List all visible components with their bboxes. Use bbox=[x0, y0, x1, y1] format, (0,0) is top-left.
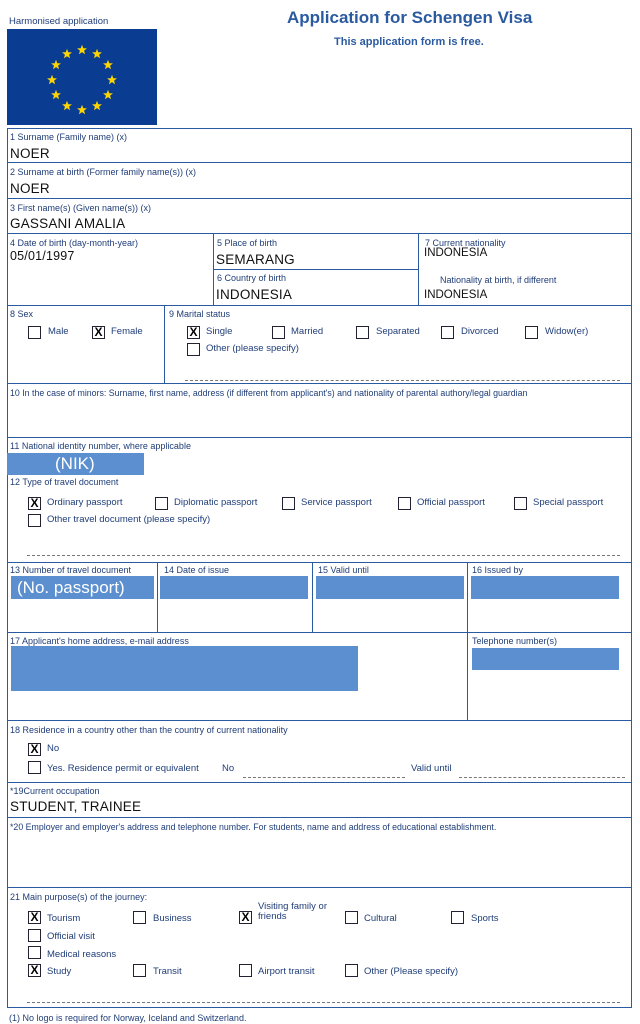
field-8-label: 8 Sex bbox=[10, 309, 34, 319]
doc-diplomatic-checkbox[interactable] bbox=[155, 497, 168, 510]
harmonised-label: Harmonised application bbox=[9, 16, 109, 27]
eu-star bbox=[103, 60, 113, 69]
residence-valid-until-label: Valid until bbox=[411, 763, 452, 774]
eu-star bbox=[92, 49, 102, 58]
marital-other-label: Other (please specify) bbox=[206, 343, 299, 354]
place-of-birth-value[interactable]: SEMARANG bbox=[216, 252, 295, 267]
eu-star bbox=[62, 49, 72, 58]
marital-widow-checkbox[interactable] bbox=[525, 326, 538, 339]
purpose-tourism-checkbox[interactable]: X bbox=[28, 911, 41, 924]
form-title: Application for Schengen Visa bbox=[287, 8, 533, 27]
field-12-label: 12 Type of travel document bbox=[10, 477, 119, 487]
field-14-label: 14 Date of issue bbox=[164, 565, 230, 575]
purpose-other-label: Other (Please specify) bbox=[364, 966, 458, 977]
purpose-cultural-checkbox[interactable] bbox=[345, 911, 358, 924]
field-11-label: 11 National identity number, where applicable bbox=[10, 441, 191, 451]
marital-divorced-label: Divorced bbox=[461, 326, 499, 337]
field-17-label: 17 Applicant's home address, e-mail address bbox=[10, 636, 189, 646]
purpose-airport-transit-label: Airport transit bbox=[258, 966, 315, 977]
surname-at-birth-value[interactable]: NOER bbox=[10, 181, 50, 196]
purpose-study-checkbox[interactable]: X bbox=[28, 964, 41, 977]
eu-star bbox=[47, 75, 57, 84]
marital-other-checkbox[interactable] bbox=[187, 343, 200, 356]
purpose-official-label: Official visit bbox=[47, 931, 95, 942]
passport-number-redaction-text: (No. passport) bbox=[17, 578, 125, 597]
doc-diplomatic-label: Diplomatic passport bbox=[174, 497, 258, 508]
doc-ordinary-checkbox[interactable]: X bbox=[28, 497, 41, 510]
field-10-label: 10 In the case of minors: Surname, first name, address (if different from applicant's) and nationality of parental authory/legal guardian bbox=[10, 388, 528, 398]
purpose-airport-transit-checkbox[interactable] bbox=[239, 964, 252, 977]
field-7-label: 7 Current nationality bbox=[425, 238, 506, 248]
sex-female-label: Female bbox=[111, 326, 143, 337]
residence-permit-no-label: No bbox=[222, 763, 235, 774]
doc-special-checkbox[interactable] bbox=[514, 497, 527, 510]
doc-ordinary-label: Ordinary passport bbox=[47, 497, 123, 508]
field-19-label: *19Current occupation bbox=[10, 786, 100, 796]
nationality-value[interactable]: INDONESIA bbox=[424, 247, 488, 259]
eu-star bbox=[77, 105, 87, 114]
nationality-at-birth-label: Nationality at birth, if different bbox=[440, 275, 557, 285]
field-3-label: 3 First name(s) (Given name(s)) (x) bbox=[10, 203, 152, 213]
eu-star bbox=[103, 90, 113, 99]
marital-separated-checkbox[interactable] bbox=[356, 326, 369, 339]
telephone-label: Telephone number(s) bbox=[472, 636, 558, 646]
purpose-sports-checkbox[interactable] bbox=[451, 911, 464, 924]
doc-special-label: Special passport bbox=[533, 497, 604, 508]
valid-until-redaction bbox=[316, 576, 464, 599]
field-20-label: *20 Employer and employer's address and telephone number. For students, name and address of educational establishment. bbox=[10, 822, 497, 832]
eu-star bbox=[51, 90, 61, 99]
purpose-transit-checkbox[interactable] bbox=[133, 964, 146, 977]
purpose-visiting-checkbox[interactable]: X bbox=[239, 911, 252, 924]
telephone-redaction bbox=[472, 648, 619, 670]
field-16-label: 16 Issued by bbox=[472, 565, 524, 575]
doc-other-checkbox[interactable] bbox=[28, 514, 41, 527]
sex-male-label: Male bbox=[48, 326, 69, 337]
purpose-transit-label: Transit bbox=[153, 966, 182, 977]
marital-divorced-checkbox[interactable] bbox=[441, 326, 454, 339]
marital-separated-label: Separated bbox=[376, 326, 420, 337]
eu-star bbox=[107, 75, 117, 84]
field-9-label: 9 Marital status bbox=[169, 309, 231, 319]
footnote: (1) No logo is required for Norway, Iceland and Switzerland. bbox=[9, 1013, 247, 1023]
purpose-business-label: Business bbox=[153, 913, 192, 924]
purpose-visiting-label: Visiting family or friends bbox=[258, 901, 327, 922]
doc-service-checkbox[interactable] bbox=[282, 497, 295, 510]
residence-yes-label: Yes. Residence permit or equivalent bbox=[47, 763, 199, 774]
field-13-label: 13 Number of travel document bbox=[10, 565, 132, 575]
field-15-label: 15 Valid until bbox=[318, 565, 369, 575]
country-of-birth-value[interactable]: INDONESIA bbox=[216, 287, 293, 302]
form-subtitle: This application form is free. bbox=[334, 36, 484, 48]
issued-by-redaction bbox=[471, 576, 619, 599]
surname-value[interactable]: NOER bbox=[10, 146, 50, 161]
field-21-label: 21 Main purpose(s) of the journey: bbox=[10, 892, 148, 902]
purpose-business-checkbox[interactable] bbox=[133, 911, 146, 924]
purpose-medical-checkbox[interactable] bbox=[28, 946, 41, 959]
field-1-label: 1 Surname (Family name) (x) bbox=[10, 132, 128, 142]
marital-widow-label: Widow(er) bbox=[545, 326, 589, 337]
occupation-value[interactable]: STUDENT, TRAINEE bbox=[10, 799, 142, 814]
nationality-at-birth-value[interactable]: INDONESIA bbox=[424, 289, 488, 301]
marital-married-label: Married bbox=[291, 326, 324, 337]
marital-single-label: Single bbox=[206, 326, 233, 337]
purpose-sports-label: Sports bbox=[471, 913, 499, 924]
residence-no-label: No bbox=[47, 743, 60, 754]
doc-other-label: Other travel document (please specify) bbox=[47, 514, 211, 525]
purpose-cultural-label: Cultural bbox=[364, 913, 397, 924]
field-2-label: 2 Surname at birth (Former family name(s)) (x) bbox=[10, 167, 197, 177]
doc-official-checkbox[interactable] bbox=[398, 497, 411, 510]
sex-female-checkbox[interactable]: X bbox=[92, 326, 105, 339]
purpose-tourism-label: Tourism bbox=[47, 913, 81, 924]
eu-star bbox=[77, 45, 87, 54]
field-4-label: 4 Date of birth (day-month-year) bbox=[10, 238, 139, 248]
eu-star bbox=[51, 60, 61, 69]
field-18-label: 18 Residence in a country other than the country of current nationality bbox=[10, 725, 288, 735]
eu-star bbox=[62, 101, 72, 110]
eu-flag bbox=[7, 29, 157, 125]
purpose-study-label: Study bbox=[47, 966, 72, 977]
residence-yes-checkbox[interactable] bbox=[28, 761, 41, 774]
residence-no-checkbox[interactable]: X bbox=[28, 743, 41, 756]
nik-redaction-text: (NIK) bbox=[55, 454, 95, 473]
address-redaction bbox=[11, 646, 358, 691]
marital-married-checkbox[interactable] bbox=[272, 326, 285, 339]
sex-male-checkbox[interactable] bbox=[28, 326, 41, 339]
eu-star bbox=[92, 101, 102, 110]
purpose-other-checkbox[interactable] bbox=[345, 964, 358, 977]
date-of-birth-value[interactable]: 05/01/1997 bbox=[10, 249, 75, 263]
first-name-value[interactable]: GASSANI AMALIA bbox=[10, 216, 126, 231]
purpose-official-checkbox[interactable] bbox=[28, 929, 41, 942]
purpose-medical-label: Medical reasons bbox=[47, 949, 117, 960]
date-of-issue-redaction bbox=[160, 576, 308, 599]
doc-service-label: Service passport bbox=[301, 497, 372, 508]
field-6-label: 6 Country of birth bbox=[217, 273, 287, 283]
doc-official-label: Official passport bbox=[417, 497, 485, 508]
eu-stars-icon bbox=[7, 29, 157, 125]
marital-single-checkbox[interactable]: X bbox=[187, 326, 200, 339]
field-5-label: 5 Place of birth bbox=[217, 238, 278, 248]
